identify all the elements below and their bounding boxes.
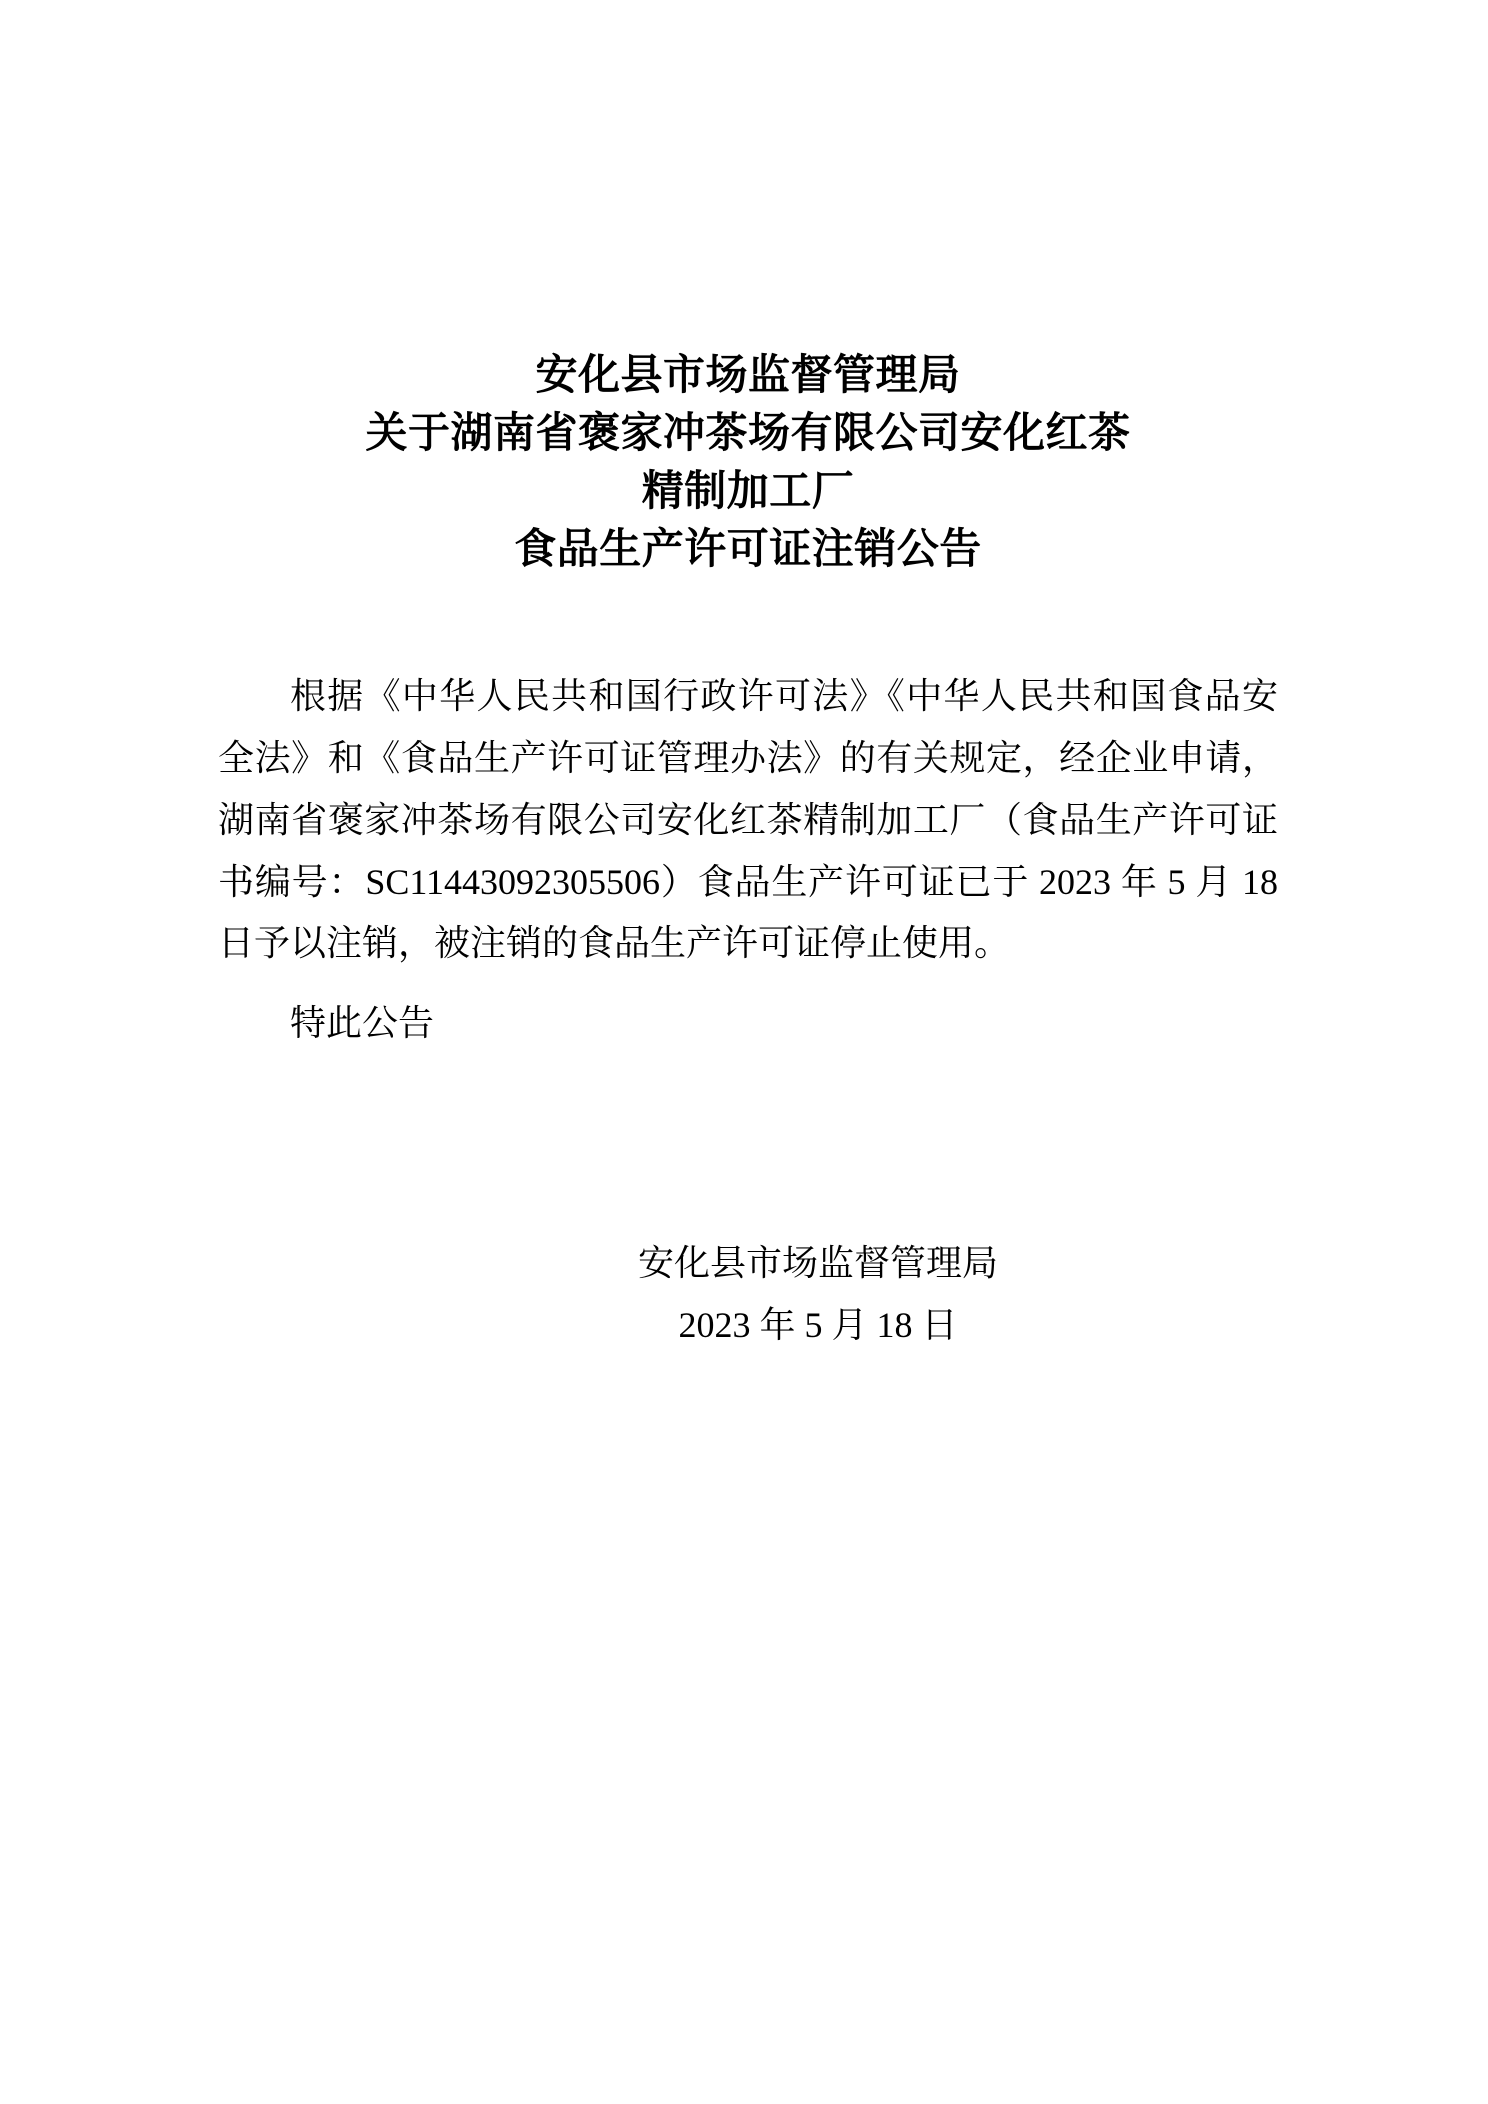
signature-date: 2023 年 5 月 18 日 (678, 1305, 958, 1346)
title-line-4: 食品生产许可证注销公告 (514, 526, 982, 573)
document-content (218, 0, 1278, 1357)
signature-block (218, 1233, 1278, 1357)
title-line-3: 精制加工厂 (641, 468, 855, 515)
body-paragraph-main: 根据《中华人民共和国行政许可法》《中华人民共和国食品安全法》和《食品生产许可证管理办法》的有关规定，经企业申请，湖南省褒家冲茶场有限公司安化红茶精制加工厂（食品生产许可证书编号：SC11443092305506）食品生产许可证已于 2023 年 5 月 18 日予以注销，被注销的食品生产许可证停止使用。 (218, 675, 1278, 964)
page-title (218, 348, 1278, 580)
title-line-2: 关于湖南省褒家冲茶场有限公司安化红茶 (365, 410, 1131, 457)
title-line-1: 安化县市场监督管理局 (535, 353, 961, 399)
body-paragraph-notice: 特此公告 (290, 1003, 435, 1044)
document-body (218, 666, 1278, 1055)
signature-issuer: 安化县市场监督管理局 (637, 1243, 998, 1284)
